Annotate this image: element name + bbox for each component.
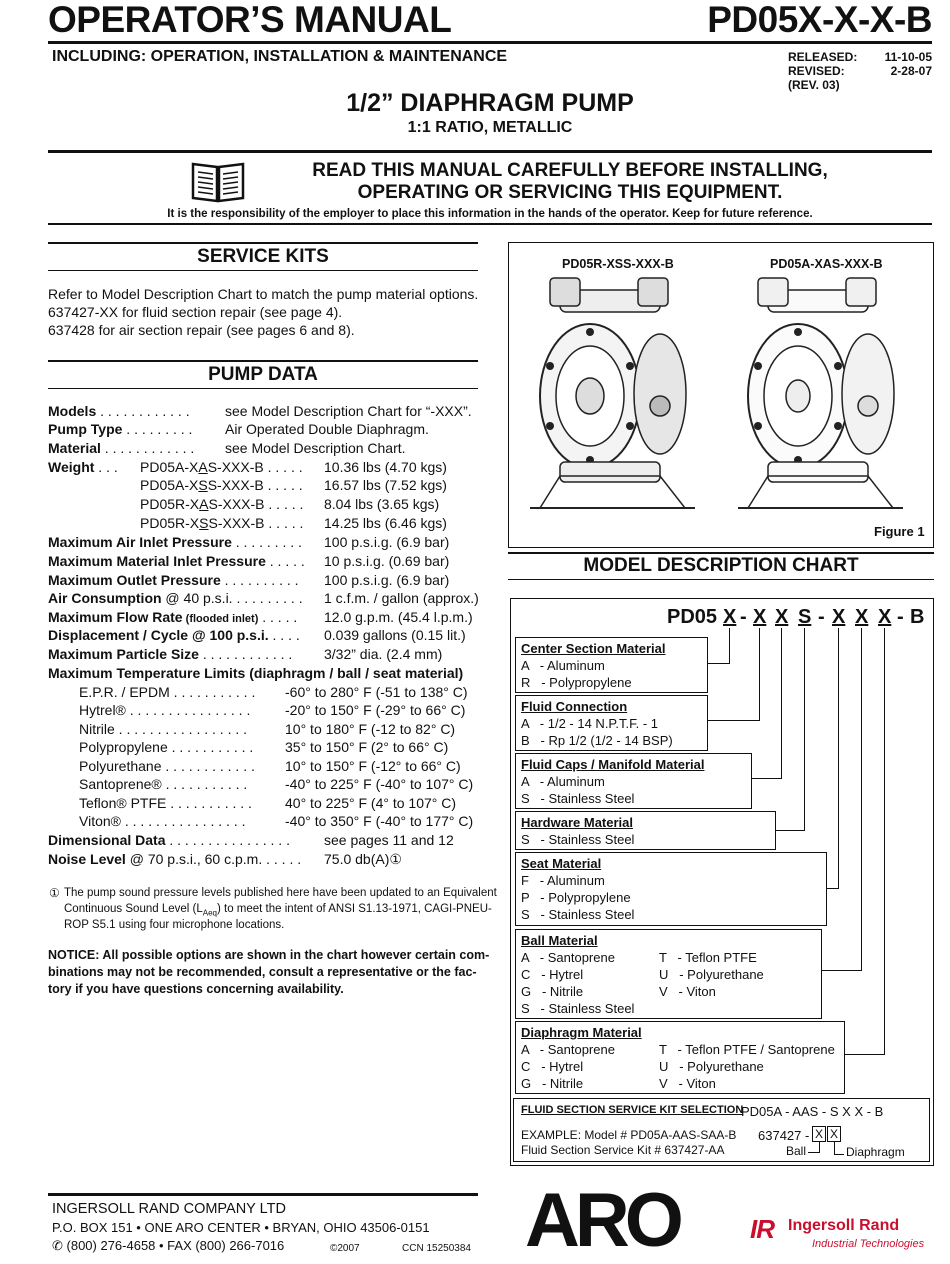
- chart-top-rule: [508, 552, 934, 554]
- option-item: A - Aluminum: [521, 774, 605, 789]
- pump-data-top-rule: [48, 360, 478, 362]
- figure-label-right: PD05A-XAS-XXX-B: [770, 257, 883, 271]
- temp-material: Hytrel® . . . . . . . . . . . . . . . .: [79, 702, 251, 718]
- kit-connector: [834, 1142, 835, 1154]
- kit-connector: [808, 1152, 820, 1153]
- code-part: X: [855, 606, 869, 628]
- spec-label: Maximum Flow Rate (flooded inlet) . . . . .: [48, 609, 298, 625]
- option-box-fluid-connection: [515, 695, 708, 751]
- weight-value: 8.04 lbs (3.65 kgs): [324, 496, 440, 512]
- temperature-heading: Maximum Temperature Limits (diaphragm / ball / seat material): [48, 665, 464, 681]
- code-part: X: [775, 606, 789, 628]
- spec-value: 3/32” dia. (2.4 mm): [324, 646, 443, 662]
- ir-logo-tagline: Industrial Technologies: [812, 1238, 925, 1250]
- footnote-line: ROP S5.1 using four microphone locations.: [64, 919, 285, 931]
- pump-illustration-stainless: [520, 276, 700, 512]
- connector-line: [752, 778, 782, 779]
- connector-line: [845, 1054, 885, 1055]
- service-kits-bottom-rule: [48, 270, 478, 271]
- pump-illustration-aluminum: [728, 276, 908, 512]
- kit-part-prefix: 637427 -: [758, 1128, 810, 1143]
- spec-label: Maximum Particle Size . . . . . . . . . . . .: [48, 646, 293, 662]
- connector-line: [827, 888, 839, 889]
- option-box-diaphragm: [515, 1021, 845, 1094]
- spec-label: Air Consumption @ 40 p.s.i. . . . . . . . . .: [48, 590, 303, 606]
- option-title: Fluid Caps / Manifold Material: [521, 757, 705, 772]
- company-phone: ✆ (800) 276-4658 • FAX (800) 266-7016: [52, 1238, 285, 1253]
- option-box-fluid-caps: [515, 753, 752, 809]
- released-date: 11-10-05: [884, 50, 932, 64]
- pump-data-bottom-rule: [48, 388, 478, 389]
- notice-line: binations may not be recommended, consult a representative or the fac-: [48, 965, 477, 979]
- connector-line: [776, 830, 805, 831]
- notice-line: tory if you have questions concerning availability.: [48, 982, 344, 996]
- connector-line: [884, 628, 885, 1054]
- chart-bottom-rule: [508, 579, 934, 580]
- option-item: P - Polypropylene: [521, 890, 631, 905]
- option-title: Fluid Connection: [521, 699, 628, 714]
- spec-value: 12.0 g.p.m. (45.4 l.p.m.): [324, 609, 473, 625]
- temp-range: 10° to 150° F (-12° to 66° C): [285, 758, 461, 774]
- weight-model: PD05R-XSS-XXX-B . . . . .: [140, 515, 304, 531]
- pump-data-heading: PUMP DATA: [208, 364, 318, 385]
- service-kits-line: Refer to Model Description Chart to match the pump material options.: [48, 286, 479, 302]
- footnote-line: Continuous Sound Level $(L_{Aeq})$ to meet the intent of ANSI S1.13-1971, CAGI-PNEU-: [64, 903, 492, 918]
- warning-line-2: OPERATING OR SERVICING THIS EQUIPMENT.: [357, 182, 783, 203]
- models-row: Models . . . . . . . . . . . .: [48, 403, 190, 419]
- option-item: B - Rp 1/2 (1/2 - 14 BSP): [521, 733, 673, 748]
- figure-caption: Figure 1: [874, 524, 925, 539]
- manual-title: OPERATOR’S MANUAL: [48, 0, 452, 40]
- product-subtitle: 1:1 RATIO, METALLIC: [407, 119, 573, 136]
- temp-material: E.P.R. / EPDM . . . . . . . . . . .: [79, 684, 256, 700]
- option-item: S - Stainless Steel: [521, 832, 635, 847]
- company-address: P.O. BOX 151 • ONE ARO CENTER • BRYAN, OHIO 43506-0151: [52, 1220, 430, 1235]
- weight-row: Weight . . .: [48, 459, 118, 475]
- pump-type-row: Pump Type . . . . . . . . .: [48, 421, 193, 437]
- weight-model: PD05A-XSS-XXX-B . . . . .: [140, 477, 303, 493]
- models-value: see Model Description Chart for “-XXX”.: [225, 403, 472, 419]
- kit-diaphragm-label: Diaphragm: [846, 1145, 905, 1159]
- temp-range: 10° to 180° F (-12 to 82° C): [285, 721, 456, 737]
- option-box-hardware: [515, 811, 776, 850]
- notice-line: NOTICE: All possible options are shown in the chart however certain com-: [48, 948, 490, 962]
- connector-line: [729, 628, 730, 663]
- connector-line: [781, 628, 782, 778]
- code-part: -: [740, 606, 747, 628]
- ccn-number: CCN 15250384: [402, 1243, 471, 1254]
- released-label: RELEASED:: [788, 50, 858, 64]
- option-title: Ball Material: [521, 933, 598, 948]
- revised-date: 2-28-07: [890, 64, 932, 78]
- service-kits-line: 637428 for air section repair (see pages 6 and 8).: [48, 322, 355, 338]
- book-icon: [190, 158, 246, 204]
- option-item: T - Teflon PTFE / Santoprene: [659, 1042, 835, 1057]
- code-part: X: [878, 606, 892, 628]
- kit-number: Fluid Section Service Kit # 637427-AA: [521, 1143, 725, 1157]
- option-title: Seat Material: [521, 856, 602, 871]
- option-item: R - Polypropylene: [521, 675, 632, 690]
- connector-line: [861, 628, 862, 970]
- service-kits-top-rule: [48, 242, 478, 244]
- material-value: see Model Description Chart.: [225, 440, 406, 456]
- option-item: G - Nitrile: [521, 1076, 584, 1091]
- connector-line: [838, 628, 839, 888]
- spec-value: 100 p.s.i.g. (6.9 bar): [324, 534, 450, 550]
- dimensional-data-value: see pages 11 and 12: [324, 832, 454, 848]
- option-title: Diaphragm Material: [521, 1025, 642, 1040]
- spec-value: 0.039 gallons (0.15 lit.): [324, 627, 466, 643]
- kit-selection-title: FLUID SECTION SERVICE KIT SELECTION: [521, 1104, 744, 1116]
- option-item: A - 1/2 - 14 N.P.T.F. - 1: [521, 716, 659, 731]
- weight-value: 14.25 lbs (6.46 kgs): [324, 515, 447, 531]
- aro-logo: ARO: [525, 1178, 679, 1263]
- weight-model: PD05R-XAS-XXX-B . . . . .: [140, 496, 304, 512]
- spec-label: Maximum Air Inlet Pressure . . . . . . . . .: [48, 534, 302, 550]
- chart-heading: MODEL DESCRIPTION CHART: [583, 555, 859, 576]
- temp-material: Polypropylene . . . . . . . . . . .: [79, 739, 254, 755]
- responsibility-note: It is the responsibility of the employer to place this information in the hands of the operator. Keep for future reference.: [167, 208, 813, 220]
- connector-line: [708, 663, 730, 664]
- spec-value: 10 p.s.i.g. (0.69 bar): [324, 553, 450, 569]
- product-rule: [48, 150, 932, 153]
- temp-material: Santoprene® . . . . . . . . . . .: [79, 776, 248, 792]
- option-item: U - Polyurethane: [659, 1059, 764, 1074]
- spec-value: 100 p.s.i.g. (6.9 bar): [324, 572, 450, 588]
- warning-rule: [48, 223, 932, 225]
- noise-level-row: Noise Level @ 70 p.s.i., 60 c.p.m. . . . . .: [48, 851, 302, 867]
- code-prefix: PD05: [667, 606, 718, 628]
- temp-material: Viton® . . . . . . . . . . . . . . . .: [79, 813, 246, 829]
- footer-rule: [48, 1193, 478, 1196]
- kit-ball-code-box: X: [812, 1126, 826, 1142]
- temp-material: Polyurethane . . . . . . . . . . . .: [79, 758, 255, 774]
- connector-line: [708, 720, 760, 721]
- weight-model: PD05A-XAS-XXX-B . . . . .: [140, 459, 303, 475]
- connector-line: [822, 970, 862, 971]
- copyright: ©2007: [330, 1243, 360, 1254]
- manual-subtitle: INCLUDING: OPERATION, INSTALLATION & MAINTENANCE: [52, 48, 508, 65]
- code-part: X: [832, 606, 846, 628]
- kit-diaphragm-code-box: X: [827, 1126, 841, 1142]
- option-box-seat: [515, 852, 827, 926]
- option-item: G - Nitrile: [521, 984, 584, 999]
- code-part: -: [818, 606, 825, 628]
- option-item: A - Santoprene: [521, 1042, 615, 1057]
- code-part: -: [897, 606, 904, 628]
- warning-line-1: READ THIS MANUAL CAREFULLY BEFORE INSTALLING,: [312, 160, 828, 181]
- material-row: Material . . . . . . . . . . . .: [48, 440, 195, 456]
- temp-range: -20° to 150° F (-29° to 66° C): [285, 702, 466, 718]
- temp-range: 40° to 225° F (4° to 107° C): [285, 795, 457, 811]
- option-item: T - Teflon PTFE: [659, 950, 757, 965]
- spec-label: Maximum Outlet Pressure . . . . . . . . . .: [48, 572, 299, 588]
- ingersoll-rand-logo: [750, 1212, 935, 1258]
- spec-label: Displacement / Cycle @ 100 p.s.i. . . . .: [48, 627, 300, 643]
- option-title: Center Section Material: [521, 641, 666, 656]
- code-part: S: [798, 606, 812, 628]
- revised-label: REVISED:: [788, 64, 845, 78]
- temp-range: -40° to 225° F (-40° to 107° C): [285, 776, 474, 792]
- product-title: 1/2” DIAPHRAGM PUMP: [346, 89, 634, 117]
- connector-line: [804, 628, 805, 830]
- option-item: V - Viton: [659, 1076, 716, 1091]
- temp-material: Nitrile . . . . . . . . . . . . . . . . .: [79, 721, 248, 737]
- spec-label: Maximum Material Inlet Pressure . . . . .: [48, 553, 305, 569]
- option-item: S - Stainless Steel: [521, 791, 635, 806]
- option-item: S - Stainless Steel: [521, 907, 635, 922]
- temp-range: -60° to 280° F (-51 to 138° C): [285, 684, 468, 700]
- option-item: V - Viton: [659, 984, 716, 999]
- weight-value: 16.57 lbs (7.52 kgs): [324, 477, 447, 493]
- option-box-ball: [515, 929, 822, 1019]
- header-rule: [48, 41, 932, 44]
- temp-material: Teflon® PTFE . . . . . . . . . . .: [79, 795, 252, 811]
- option-item: F - Aluminum: [521, 873, 605, 888]
- option-item: A - Aluminum: [521, 658, 605, 673]
- ir-logo-mark: IR: [750, 1214, 774, 1244]
- connector-line: [759, 628, 760, 720]
- footnote-line: The pump sound pressure levels published here have been updated to an Equivalent: [64, 887, 497, 899]
- figure-label-left: PD05R-XSS-XXX-B: [562, 257, 674, 271]
- option-item: C - Hytrel: [521, 1059, 584, 1074]
- pump-type-value: Air Operated Double Diaphragm.: [225, 421, 429, 437]
- dimensional-data-row: Dimensional Data . . . . . . . . . . . . . . . .: [48, 832, 290, 848]
- revision-number: (REV. 03): [788, 78, 840, 92]
- temp-range: 35° to 150° F (2° to 66° C): [285, 739, 449, 755]
- kit-ball-label: Ball: [786, 1144, 807, 1158]
- kit-example-code: PD05A - AAS - S X X - B: [741, 1104, 884, 1119]
- option-item: C - Hytrel: [521, 967, 584, 982]
- model-code: PD05X-X-X-B: [707, 0, 932, 40]
- kit-example-model: EXAMPLE: Model # PD05A-AAS-SAA-B: [521, 1128, 737, 1142]
- noise-level-value: 75.0 db(A)①: [324, 851, 402, 867]
- company-name: INGERSOLL RAND COMPANY LTD: [52, 1201, 286, 1217]
- ir-logo-name: Ingersoll Rand: [788, 1217, 900, 1234]
- option-title: Hardware Material: [521, 815, 633, 830]
- service-kits-line: 637427-XX for fluid section repair (see page 4).: [48, 304, 343, 320]
- option-item: S - Stainless Steel: [521, 1001, 635, 1016]
- kit-connector: [834, 1154, 844, 1155]
- footnote-mark: ①: [49, 886, 60, 900]
- spec-value: 1 c.f.m. / gallon (approx.): [324, 590, 479, 606]
- weight-value: 10.36 lbs (4.70 kgs): [324, 459, 447, 475]
- option-box-center-section: [515, 637, 708, 693]
- code-part: X: [753, 606, 767, 628]
- code-part: X: [723, 606, 737, 628]
- option-item: A - Santoprene: [521, 950, 615, 965]
- service-kits-heading: SERVICE KITS: [197, 246, 329, 267]
- option-item: U - Polyurethane: [659, 967, 764, 982]
- kit-connector: [819, 1142, 820, 1152]
- code-part: B: [910, 606, 925, 628]
- temp-range: -40° to 350° F (-40° to 177° C): [285, 813, 474, 829]
